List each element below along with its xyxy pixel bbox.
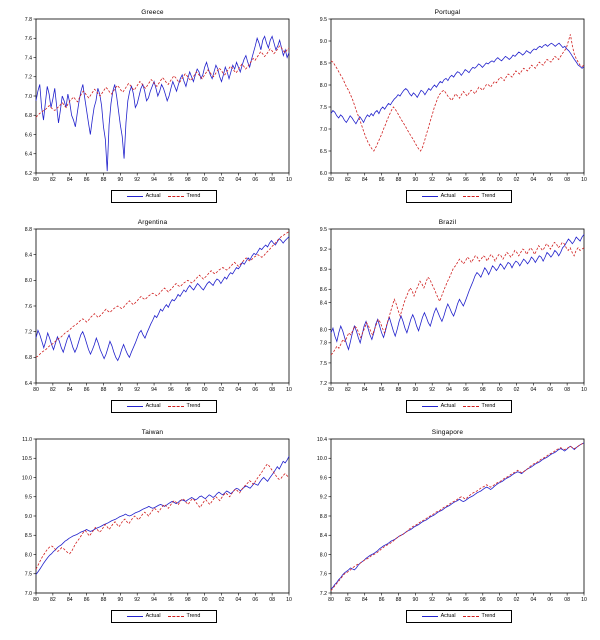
svg-text:04: 04	[530, 597, 537, 603]
svg-text:92: 92	[134, 177, 141, 183]
legend-label-trend: Trend	[481, 193, 496, 199]
series-line-trend	[36, 232, 289, 358]
svg-text:6.6: 6.6	[24, 132, 32, 139]
svg-text:7.5: 7.5	[319, 104, 327, 111]
legend-entry-trend	[463, 613, 496, 620]
chart-legend	[406, 400, 512, 413]
series-line-actual	[331, 234, 584, 349]
svg-text:94: 94	[446, 177, 452, 183]
svg-text:7.2: 7.2	[24, 329, 32, 336]
plot-area	[305, 17, 590, 205]
svg-text:94: 94	[446, 387, 452, 393]
svg-text:94: 94	[151, 177, 157, 183]
svg-text:06: 06	[547, 387, 554, 393]
svg-text:82: 82	[344, 597, 351, 603]
legend-entry-actual	[422, 613, 456, 620]
chart-title: Argentina	[137, 219, 168, 226]
svg-text:00: 00	[201, 177, 208, 183]
svg-text:9.5: 9.5	[319, 227, 327, 233]
svg-text:86: 86	[378, 597, 385, 603]
svg-text:8.4: 8.4	[319, 300, 327, 307]
svg-text:02: 02	[218, 597, 225, 603]
svg-text:8.0: 8.0	[24, 552, 32, 559]
svg-text:82: 82	[49, 177, 56, 183]
svg-text:8.8: 8.8	[319, 513, 327, 520]
legend-label-actual: Actual	[440, 613, 456, 619]
svg-text:02: 02	[218, 387, 225, 393]
svg-text:90: 90	[117, 597, 124, 603]
series-line-trend	[36, 464, 289, 569]
series-line-actual	[36, 36, 289, 171]
series-line-actual	[331, 43, 584, 124]
legend-entry-actual	[127, 193, 161, 200]
series-line-actual	[36, 456, 289, 574]
svg-text:86: 86	[378, 177, 385, 183]
svg-text:9.6: 9.6	[319, 475, 327, 482]
series-line-actual	[331, 443, 584, 589]
svg-text:8.9: 8.9	[319, 267, 327, 274]
svg-text:6.8: 6.8	[24, 113, 32, 120]
legend-label-actual: Actual	[440, 403, 456, 409]
chart-panel-taiwan	[10, 428, 295, 628]
chart-title: Portugal	[434, 9, 461, 16]
svg-text:00: 00	[201, 597, 208, 603]
svg-text:06: 06	[252, 387, 259, 393]
svg-text:7.6: 7.6	[24, 36, 32, 43]
svg-text:94: 94	[446, 597, 452, 603]
svg-text:92: 92	[429, 387, 436, 393]
legend-line-icon-actual	[127, 196, 143, 197]
svg-text:86: 86	[83, 387, 90, 393]
svg-text:7.2: 7.2	[319, 590, 327, 597]
svg-text:92: 92	[429, 177, 436, 183]
svg-text:02: 02	[218, 177, 225, 183]
svg-text:82: 82	[49, 387, 56, 393]
svg-text:10.0: 10.0	[21, 475, 32, 482]
svg-text:86: 86	[378, 387, 385, 393]
svg-text:80: 80	[328, 597, 334, 603]
svg-text:9.5: 9.5	[24, 494, 32, 501]
chart-title: Singapore	[431, 429, 464, 436]
plot-area	[305, 437, 590, 625]
svg-text:82: 82	[49, 597, 56, 603]
svg-text:9.5: 9.5	[319, 17, 327, 23]
chart-title: Taiwan	[141, 429, 164, 436]
svg-text:08: 08	[564, 597, 571, 603]
svg-text:80: 80	[33, 387, 39, 393]
svg-text:7.0: 7.0	[24, 590, 32, 597]
chart-title: Greece	[141, 9, 164, 16]
chart-legend	[111, 610, 217, 623]
svg-text:7.5: 7.5	[319, 360, 327, 367]
legend-entry-actual	[422, 193, 456, 200]
svg-text:98: 98	[184, 177, 191, 183]
svg-text:96: 96	[168, 387, 174, 393]
svg-text:08: 08	[269, 387, 276, 393]
svg-text:8.0: 8.0	[319, 82, 327, 89]
svg-text:92: 92	[134, 387, 141, 393]
legend-entry-trend	[168, 403, 201, 410]
svg-text:8.4: 8.4	[24, 252, 32, 259]
legend-line-icon-trend	[168, 406, 184, 407]
svg-text:84: 84	[66, 177, 73, 183]
legend-entry-trend	[168, 613, 201, 620]
svg-text:84: 84	[361, 177, 368, 183]
chart-panel-brazil	[305, 218, 590, 418]
svg-text:00: 00	[496, 597, 503, 603]
series-line-trend	[331, 242, 584, 354]
svg-text:04: 04	[530, 387, 537, 393]
svg-text:10: 10	[286, 597, 292, 603]
svg-text:08: 08	[269, 597, 276, 603]
svg-text:90: 90	[117, 177, 124, 183]
svg-text:96: 96	[463, 597, 469, 603]
svg-text:8.0: 8.0	[24, 278, 32, 285]
svg-text:96: 96	[463, 387, 469, 393]
plot-area	[305, 227, 590, 415]
svg-text:6.4: 6.4	[24, 151, 32, 158]
legend-line-icon-trend	[463, 406, 479, 407]
legend-label-actual: Actual	[440, 193, 456, 199]
legend-label-actual: Actual	[145, 613, 161, 619]
svg-text:96: 96	[168, 177, 174, 183]
legend-label-trend: Trend	[186, 613, 201, 619]
svg-text:92: 92	[429, 597, 436, 603]
svg-text:80: 80	[33, 597, 39, 603]
svg-text:84: 84	[361, 597, 368, 603]
legend-label-actual: Actual	[145, 193, 161, 199]
svg-text:80: 80	[33, 177, 39, 183]
svg-text:04: 04	[235, 387, 242, 393]
svg-text:10.5: 10.5	[21, 456, 32, 463]
svg-text:96: 96	[463, 177, 469, 183]
svg-text:88: 88	[100, 387, 107, 393]
legend-line-icon-actual	[422, 616, 438, 617]
chart-legend	[111, 400, 217, 413]
svg-text:7.4: 7.4	[24, 55, 32, 62]
svg-text:6.0: 6.0	[319, 170, 327, 177]
svg-text:7.8: 7.8	[24, 17, 32, 23]
svg-text:90: 90	[412, 597, 419, 603]
svg-text:06: 06	[252, 597, 259, 603]
series-line-trend	[331, 443, 584, 591]
legend-line-icon-trend	[463, 616, 479, 617]
legend-entry-actual	[422, 403, 456, 410]
svg-text:80: 80	[328, 177, 334, 183]
svg-text:90: 90	[117, 387, 124, 393]
chart-panel-argentina	[10, 218, 295, 418]
svg-text:8.0: 8.0	[319, 552, 327, 559]
legend-line-icon-trend	[168, 616, 184, 617]
svg-text:04: 04	[235, 597, 242, 603]
svg-text:8.8: 8.8	[24, 227, 32, 233]
svg-text:7.2: 7.2	[24, 74, 32, 81]
plot-area	[10, 17, 295, 205]
svg-text:6.4: 6.4	[24, 380, 32, 387]
svg-text:10: 10	[581, 597, 587, 603]
svg-text:9.2: 9.2	[319, 494, 327, 501]
svg-text:06: 06	[547, 177, 554, 183]
svg-text:06: 06	[252, 177, 259, 183]
svg-text:08: 08	[564, 387, 571, 393]
svg-text:94: 94	[151, 387, 157, 393]
svg-text:8.5: 8.5	[24, 533, 32, 540]
chart-legend	[406, 610, 512, 623]
svg-text:00: 00	[496, 177, 503, 183]
svg-text:88: 88	[395, 387, 402, 393]
chart-panel-portugal	[305, 8, 590, 208]
svg-text:98: 98	[479, 387, 486, 393]
svg-text:8.0: 8.0	[319, 327, 327, 334]
series-line-trend	[331, 34, 584, 151]
svg-text:02: 02	[513, 177, 520, 183]
svg-text:84: 84	[361, 387, 368, 393]
svg-text:86: 86	[83, 177, 90, 183]
svg-text:98: 98	[479, 597, 486, 603]
svg-text:8.5: 8.5	[319, 60, 327, 67]
svg-text:90: 90	[412, 387, 419, 393]
svg-text:88: 88	[395, 597, 402, 603]
svg-text:84: 84	[66, 387, 73, 393]
svg-text:04: 04	[530, 177, 537, 183]
plot-area	[10, 227, 295, 415]
legend-entry-actual	[127, 613, 161, 620]
svg-text:9.0: 9.0	[319, 38, 327, 45]
chart-panel-greece	[10, 8, 295, 208]
svg-text:98: 98	[184, 387, 191, 393]
svg-text:92: 92	[134, 597, 141, 603]
svg-text:7.0: 7.0	[319, 126, 327, 133]
svg-text:80: 80	[328, 387, 334, 393]
chart-panel-singapore	[305, 428, 590, 628]
svg-text:82: 82	[344, 177, 351, 183]
svg-text:8.4: 8.4	[319, 533, 327, 540]
chart-legend	[111, 190, 217, 203]
svg-text:88: 88	[100, 597, 107, 603]
svg-text:02: 02	[513, 387, 520, 393]
svg-text:11.0: 11.0	[22, 437, 32, 443]
legend-entry-trend	[168, 193, 201, 200]
legend-line-icon-trend	[463, 196, 479, 197]
svg-text:7.6: 7.6	[24, 303, 32, 310]
legend-line-icon-actual	[422, 196, 438, 197]
chart-title: Brazil	[438, 219, 457, 226]
svg-text:06: 06	[547, 597, 554, 603]
svg-text:00: 00	[201, 387, 208, 393]
svg-text:10.4: 10.4	[316, 437, 327, 443]
svg-text:08: 08	[564, 177, 571, 183]
legend-line-icon-actual	[127, 406, 143, 407]
legend-entry-trend	[463, 193, 496, 200]
legend-line-icon-trend	[168, 196, 184, 197]
svg-text:10: 10	[581, 387, 587, 393]
svg-text:8.6: 8.6	[319, 287, 327, 294]
series-line-actual	[36, 237, 289, 361]
legend-label-trend: Trend	[481, 403, 496, 409]
chart-legend	[406, 190, 512, 203]
svg-text:7.0: 7.0	[24, 93, 32, 100]
svg-text:7.8: 7.8	[319, 340, 327, 347]
svg-text:6.8: 6.8	[24, 355, 32, 362]
legend-line-icon-actual	[422, 406, 438, 407]
svg-text:86: 86	[83, 597, 90, 603]
svg-text:7.2: 7.2	[319, 380, 327, 387]
legend-label-trend: Trend	[481, 613, 496, 619]
legend-label-trend: Trend	[186, 403, 201, 409]
svg-text:84: 84	[66, 597, 73, 603]
legend-label-trend: Trend	[186, 193, 201, 199]
svg-text:9.2: 9.2	[319, 246, 327, 253]
svg-text:9.0: 9.0	[24, 513, 32, 520]
svg-text:6.2: 6.2	[24, 170, 32, 177]
svg-text:04: 04	[235, 177, 242, 183]
svg-text:90: 90	[412, 177, 419, 183]
legend-label-actual: Actual	[145, 403, 161, 409]
svg-text:6.5: 6.5	[319, 148, 327, 155]
svg-text:10: 10	[581, 177, 587, 183]
svg-text:10: 10	[286, 177, 292, 183]
series-line-trend	[36, 46, 289, 117]
svg-text:7.6: 7.6	[319, 571, 327, 578]
svg-text:10: 10	[286, 387, 292, 393]
svg-text:96: 96	[168, 597, 174, 603]
svg-text:88: 88	[395, 177, 402, 183]
plot-area	[10, 437, 295, 625]
svg-text:82: 82	[344, 387, 351, 393]
legend-entry-trend	[463, 403, 496, 410]
svg-text:02: 02	[513, 597, 520, 603]
legend-line-icon-actual	[127, 616, 143, 617]
svg-text:98: 98	[479, 177, 486, 183]
svg-text:88: 88	[100, 177, 107, 183]
svg-text:08: 08	[269, 177, 276, 183]
svg-text:10.0: 10.0	[316, 456, 327, 463]
svg-text:00: 00	[496, 387, 503, 393]
svg-text:94: 94	[151, 597, 157, 603]
svg-text:7.5: 7.5	[24, 571, 32, 578]
legend-entry-actual	[127, 403, 161, 410]
svg-text:98: 98	[184, 597, 191, 603]
